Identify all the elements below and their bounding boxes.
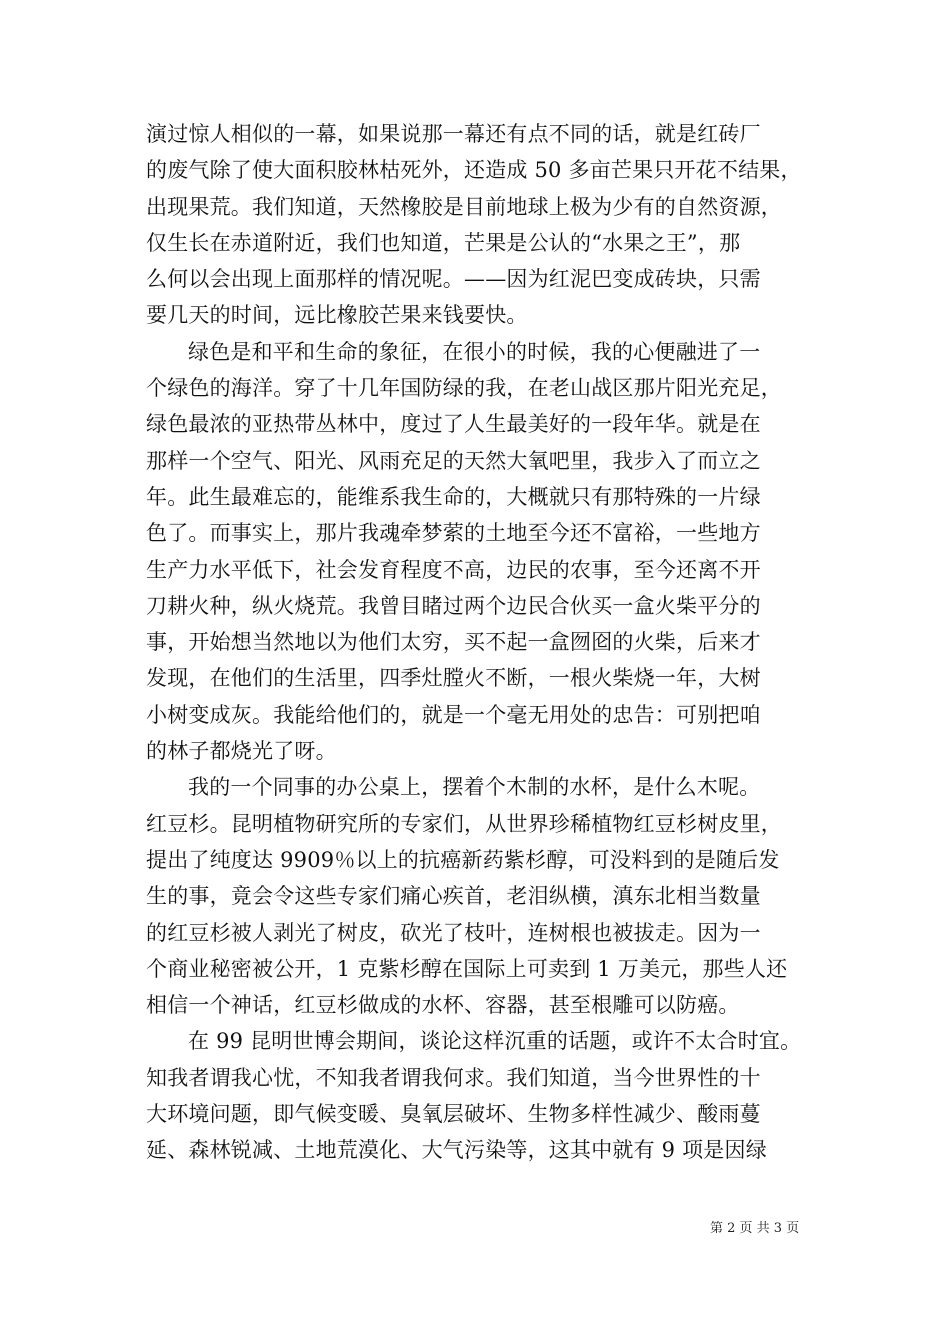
text-line: 发现，在他们的生活里，四季灶膛火不断，一根火柴烧一年，大树 <box>146 666 761 691</box>
text-line: 相信一个神话，红豆杉做成的水杯、容器，甚至根雕可以防癌。 <box>146 993 740 1018</box>
document-body <box>146 116 826 1169</box>
text-line: 在 99 昆明世博会期间，谈论这样沉重的话题，或许不太合时宜。 <box>188 1029 802 1054</box>
text-line: 大环境问题，即气候变暖、臭氧层破坏、生物多样性减少、酸雨蔓 <box>146 1102 761 1127</box>
text-line: 要几天的时间，远比橡胶芒果来钱要快。 <box>146 303 528 328</box>
text-line: 小树变成灰。我能给他们的，就是一个毫无用处的忠告：可别把咱 <box>146 702 761 727</box>
text-line: 的红豆杉被人剥光了树皮，砍光了枝叶，连树根也被拔走。因为一 <box>146 920 761 945</box>
paragraph <box>146 334 826 770</box>
text-line: 绿色最浓的亚热带丛林中，度过了人生最美好的一段年华。就是在 <box>146 412 761 437</box>
text-line: 绿色是和平和生命的象征，在很小的时候，我的心便融进了一 <box>188 339 761 364</box>
text-line: 刀耕火种，纵火烧荒。我曾目睹过两个边民合伙买一盒火柴平分的 <box>146 593 761 618</box>
paragraph <box>146 1023 826 1168</box>
text-line: 个绿色的海洋。穿了十几年国防绿的我，在老山战区那片阳光充足， <box>146 376 782 401</box>
text-line: 出现果荒。我们知道，天然橡胶是目前地球上极为少有的自然资源， <box>146 194 782 219</box>
text-line: 么何以会出现上面那样的情况呢。——因为红泥巴变成砖块，只需 <box>146 267 761 292</box>
paragraph <box>146 769 826 1023</box>
paragraph <box>146 116 826 334</box>
text-line: 事，开始想当然地以为他们太穷，买不起一盒囫囵的火柴，后来才 <box>146 630 761 655</box>
text-line: 生产力水平低下，社会发育程度不高，边民的农事，至今还离不开 <box>146 557 761 582</box>
text-line: 仅生长在赤道附近，我们也知道，芒果是公认的“水果之王”，那 <box>146 230 741 255</box>
text-line: 的林子都烧光了呀。 <box>146 739 337 764</box>
text-line: 年。此生最难忘的，能维系我生命的，大概就只有那特殊的一片绿 <box>146 484 761 509</box>
text-line: 红豆杉。昆明植物研究所的专家们，从世界珍稀植物红豆杉树皮里， <box>146 811 782 836</box>
page-number: 第 2 页 共 3 页 <box>710 1221 800 1236</box>
text-line: 延、森林锐减、土地荒漠化、大气污染等，这其中就有 9 项是因绿 <box>146 1138 767 1163</box>
text-line: 个商业秘密被公开，1 克紫杉醇在国际上可卖到 1 万美元，那些人还 <box>146 956 788 981</box>
text-line: 生的事，竟会令这些专家们痛心疾首，老泪纵横，滇东北相当数量 <box>146 884 761 909</box>
text-line: 提出了纯度达 9909％以上的抗癌新药紫杉醇，可没料到的是随后发 <box>146 847 780 872</box>
text-line: 演过惊人相似的一幕，如果说那一幕还有点不同的话，就是红砖厂 <box>146 122 761 146</box>
text-line: 我的一个同事的办公桌上，摆着个木制的水杯，是什么木呢。 <box>188 775 761 800</box>
text-line: 色了。而事实上，那片我魂牵梦萦的土地至今还不富裕，一些地方 <box>146 521 761 546</box>
text-line: 知我者谓我心忧，不知我者谓我何求。我们知道，当今世界性的十 <box>146 1065 761 1090</box>
text-line: 的废气除了使大面积胶林枯死外，还造成 50 多亩芒果只开花不结果， <box>146 158 802 183</box>
text-line: 那样一个空气、阳光、风雨充足的天然大氧吧里，我步入了而立之 <box>146 448 761 473</box>
